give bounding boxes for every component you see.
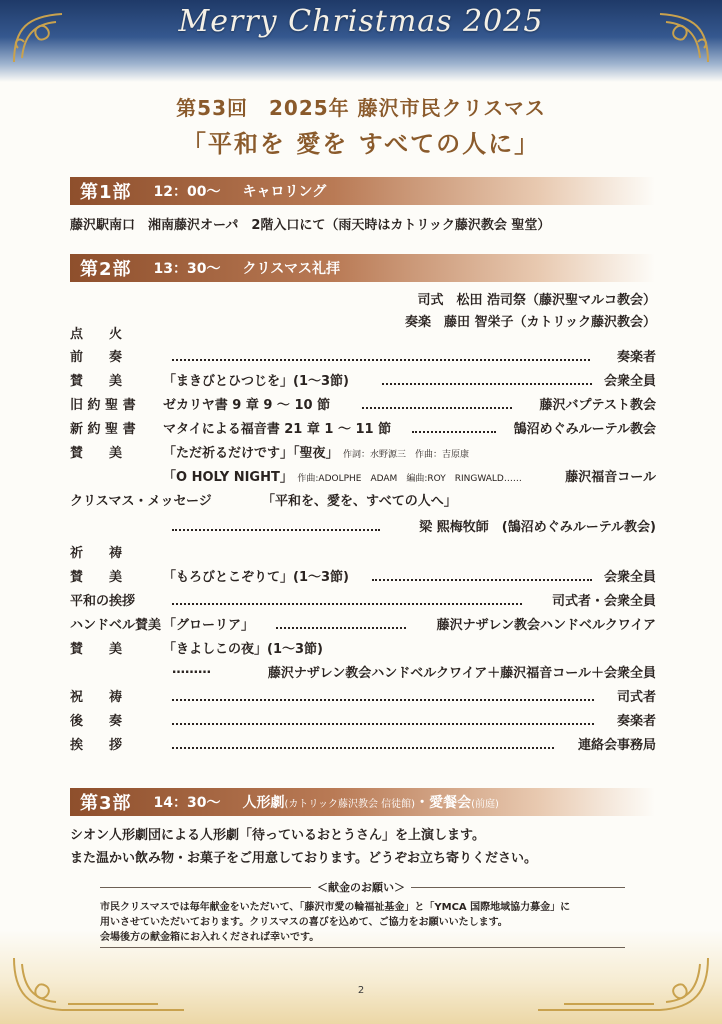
offering-title-wrap xyxy=(0,879,722,895)
part2-name: クリスマス礼拝 xyxy=(242,261,340,277)
row-right-postlude: 奏楽者 xyxy=(616,714,656,729)
part1-label: 第1部 xyxy=(80,182,132,203)
part3-separator: ・ xyxy=(415,795,430,811)
part3-venue-2: (前庭) xyxy=(471,799,499,810)
dot-leader xyxy=(172,699,594,701)
offering-title: ＜献金のお願い＞ xyxy=(311,881,411,894)
part2-time: 13：30～ xyxy=(153,261,221,277)
ornament-bottom-right-icon xyxy=(534,952,714,1016)
part3-venue: (カトリック藤沢教会 信徒館) xyxy=(284,799,416,810)
row-label-hymn-4: 賛 美 xyxy=(70,642,123,657)
row-content-hymn-3: 「もろびとこぞりて」(1～3節) xyxy=(163,570,349,585)
row-label-postlude: 後 奏 xyxy=(70,714,123,729)
event-theme: 「平和を 愛を すべての人に」 xyxy=(181,130,541,158)
row-content-handbell: 「グローリア」 xyxy=(163,618,255,633)
row-right-handbell: 藤沢ナザレン教会ハンドベルクワイア xyxy=(436,618,656,633)
ornament-bottom-left-icon xyxy=(8,952,188,1016)
part3-label: 第3部 xyxy=(80,793,132,814)
offering-line-3: 会場後方の献金箱にお入れくだされば幸いです。 xyxy=(100,932,320,943)
part3-line-1: シオン人形劇団による人形劇「待っているおとうさん」を上演します。 xyxy=(70,828,485,843)
row-label-benediction: 祝 祷 xyxy=(70,690,123,705)
row-label-message: クリスマス・メッセージ xyxy=(70,494,212,509)
dot-leader xyxy=(276,627,406,629)
dot-leader xyxy=(412,431,496,433)
part2-organist: 奏楽 藤田 智栄子（カトリック藤沢教会） xyxy=(404,315,656,330)
row-prefix-performers: ……… xyxy=(172,662,211,677)
part3-name-meal: 愛餐会 xyxy=(429,795,472,811)
row-label-hymn-1: 賛 美 xyxy=(70,374,123,389)
page-number: 2 xyxy=(357,985,365,996)
event-title: 第53回 2025年 藤沢市民クリスマス xyxy=(176,96,546,120)
part3-name-puppet: 人形劇 xyxy=(242,795,285,811)
row-label-new-testament: 新 約 聖 書 xyxy=(70,422,136,437)
row-right-o-holy-night: 藤沢福音コール xyxy=(565,470,656,485)
hymn-2-titles: 「ただ祈るだけです」「聖夜」 xyxy=(163,446,339,461)
dot-leader xyxy=(382,383,592,385)
row-content-hymn-2 xyxy=(163,442,469,461)
row-right-prelude: 奏楽者 xyxy=(616,350,656,365)
row-right-benediction: 司式者 xyxy=(616,690,656,705)
row-label-peace: 平和の挨拶 xyxy=(70,594,136,609)
row-label-greeting: 挨 拶 xyxy=(70,738,123,753)
row-label-old-testament: 旧 約 聖 書 xyxy=(70,398,136,413)
row-right-new-testament: 鵠沼めぐみルーテル教会 xyxy=(513,422,656,437)
part2-header xyxy=(70,254,655,282)
ornament-top-left-icon xyxy=(8,8,70,68)
row-content-message: 「平和を、愛を、すべての人へ」 xyxy=(262,494,457,509)
row-label-hymn-2: 賛 美 xyxy=(70,446,123,461)
o-holy-night-title: 「O HOLY NIGHT」 xyxy=(163,470,293,485)
row-content-o-holy-night xyxy=(163,466,522,485)
ornament-top-right-icon xyxy=(652,8,714,68)
part3-time: 14：30～ xyxy=(153,795,221,811)
part1-location: 藤沢駅南口 湘南藤沢オーパ 2階入口にて（雨天時はカトリック藤沢教会 聖堂） xyxy=(70,218,551,233)
dot-leader xyxy=(172,529,380,531)
part2-officiant: 司式 松田 浩司祭（藤沢聖マルコ教会） xyxy=(417,293,656,308)
offering-line-2: 用いさせていただいております。クリスマスの喜びを込めて、ご協力をお願いいたします。 xyxy=(100,917,508,928)
row-content-hymn-4: 「きよしこの夜」(1～3節) xyxy=(163,642,323,657)
dot-leader xyxy=(172,747,554,749)
row-content-new-testament: マタイによる福音書 21 章 1 ～ 11 節 xyxy=(163,422,392,437)
part3-line-2: また温かい飲み物・お菓子をご用意しております。どうぞお立ち寄りください。 xyxy=(70,851,537,866)
offering-bottom-rule xyxy=(100,947,625,948)
dot-leader xyxy=(172,359,590,361)
part1-header xyxy=(70,177,655,205)
o-holy-night-credit: 作曲:ADOLPHE ADAM 編曲:ROY RINGWALD…… xyxy=(297,474,522,484)
row-label-prelude: 前 奏 xyxy=(70,350,123,365)
hymn-2-credit: 作詞：水野源三 作曲：吉原康 xyxy=(343,450,470,460)
row-right-old-testament: 藤沢バプテスト教会 xyxy=(539,398,656,413)
row-right-preacher: 梁 熙梅牧師 (鵠沼めぐみルーテル教会) xyxy=(419,520,656,535)
offering-line-1: 市民クリスマスでは毎年献金をいただいて、「藤沢市愛の輪福祉基金」と「YMCA 国際地域協力募金」に xyxy=(100,902,571,913)
row-content-old-testament: ゼカリヤ書 9 章 9 ～ 10 節 xyxy=(163,398,331,413)
part1-time: 12：00～ xyxy=(153,184,221,200)
dot-leader xyxy=(362,407,512,409)
dot-leader xyxy=(372,579,592,581)
part2-label: 第2部 xyxy=(80,259,132,280)
header-script-title: Merry Christmas 2025 xyxy=(178,4,544,39)
row-right-hymn-3: 会衆全員 xyxy=(603,570,656,585)
row-right-greeting: 連絡会事務局 xyxy=(577,738,656,753)
part3-name xyxy=(243,792,499,812)
part1-name: キャロリング xyxy=(242,184,327,200)
row-right-peace: 司式者・会衆全員 xyxy=(551,594,656,609)
row-content-hymn-1: 「まきびとひつじを」(1～3節) xyxy=(163,374,349,389)
row-label-hymn-3: 賛 美 xyxy=(70,570,123,585)
row-label-handbell: ハンドベル賛美 xyxy=(70,618,162,633)
row-right-performers: 藤沢ナザレン教会ハンドベルクワイア＋藤沢福音コール＋会衆全員 xyxy=(267,666,656,681)
row-right-hymn-1: 会衆全員 xyxy=(603,374,656,389)
row-label-prayer: 祈 祷 xyxy=(70,546,123,561)
dot-leader xyxy=(172,723,594,725)
part3-header xyxy=(70,788,655,816)
dot-leader xyxy=(172,603,522,605)
row-label-lighting: 点 火 xyxy=(70,327,123,342)
